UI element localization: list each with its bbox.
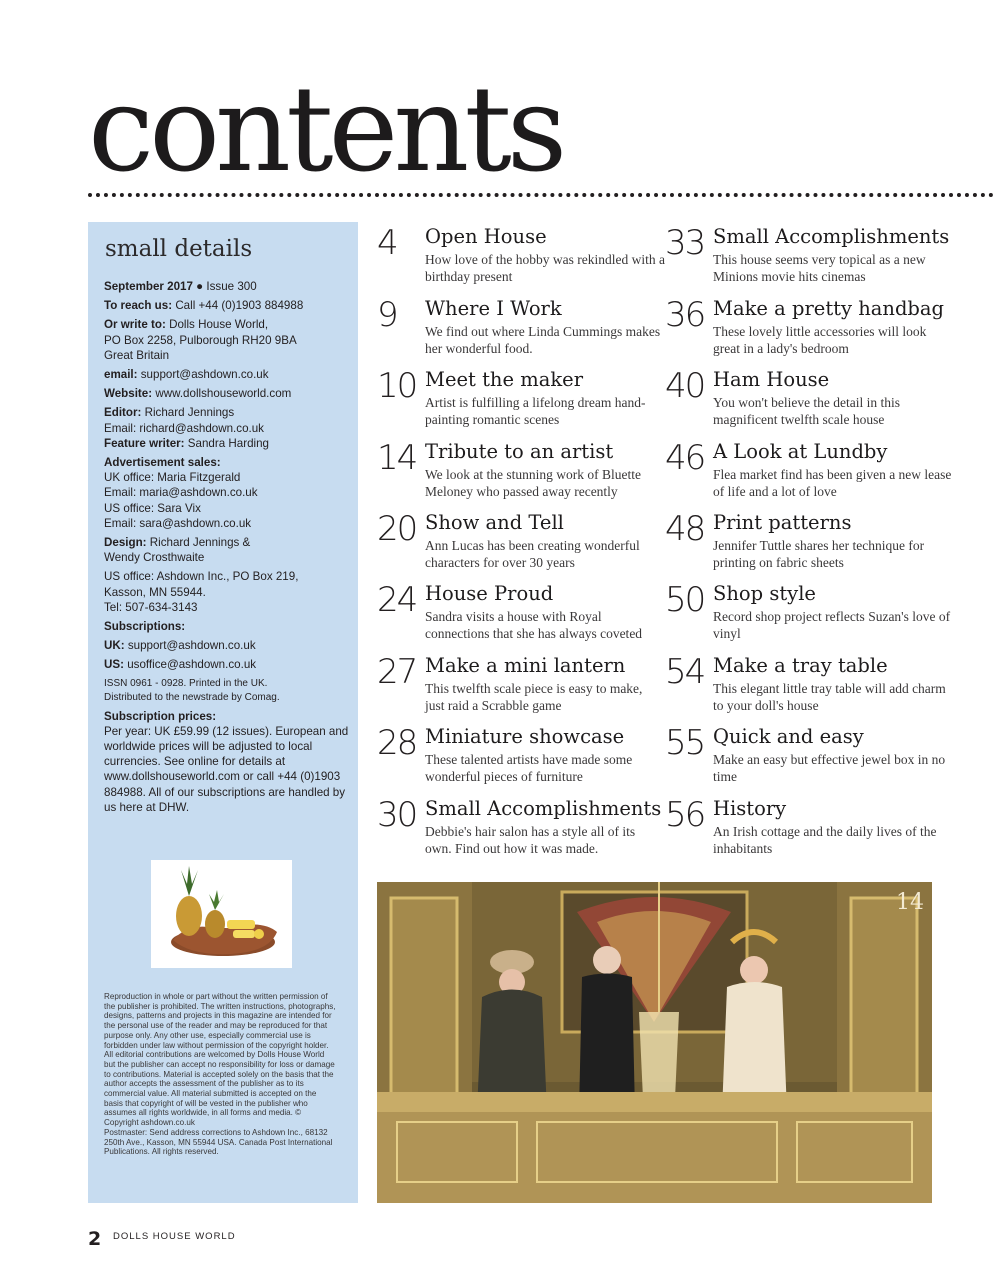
entry-description: Flea market find has been given a new lease of life and a lot of love xyxy=(713,467,952,499)
entry-description: You won't believe the detail in this magnificent twelfth scale house xyxy=(713,395,901,427)
entry-page-number: 40 xyxy=(665,366,705,406)
entry-title: House Proud xyxy=(425,582,554,605)
entry-title: Quick and easy xyxy=(713,725,864,748)
entry-page-number: 30 xyxy=(377,795,417,835)
entry-page-number: 10 xyxy=(377,366,417,406)
entry-page-number: 48 xyxy=(665,509,705,549)
entry-title: Open House xyxy=(425,225,547,248)
email-label: email: xyxy=(104,368,138,382)
entry-page-number: 20 xyxy=(377,509,417,549)
subscriptions-label: Subscriptions: xyxy=(104,620,186,634)
entry-title: Show and Tell xyxy=(425,511,564,534)
entry-description: How love of the hobby was rekindled with a birthday present xyxy=(425,252,665,284)
dolls-theatre-box-photo xyxy=(377,882,932,1203)
subs-us-email[interactable]: usoffice@ashdown.co.uk xyxy=(127,658,257,672)
write-label: Or write to: xyxy=(104,318,166,332)
entry-page-number: 36 xyxy=(665,295,705,335)
entry-title: Make a tray table xyxy=(713,654,888,677)
entry-description: This house seems very topical as a new Minions movie hits cinemas xyxy=(713,252,926,284)
entry-page-number: 50 xyxy=(665,580,705,620)
entry-description: This twelfth scale piece is easy to make, just raid a Scrabble game xyxy=(425,681,643,713)
pineapple-miniature-image xyxy=(151,860,292,968)
ads-uk-email: Email: maria@ashdown.co.uk xyxy=(104,486,258,500)
entry-page-number: 55 xyxy=(665,723,705,763)
feature-writer-name: Sandra Harding xyxy=(187,436,269,450)
issue-number: Issue 300 xyxy=(206,280,257,293)
issue-date: September 2017 xyxy=(104,280,193,293)
page-title: contents xyxy=(88,60,563,198)
entry-description: Make an easy but effective jewel box in no time xyxy=(713,752,946,784)
us-office-line1: US office: Ashdown Inc., PO Box 219, xyxy=(104,570,299,584)
entry-title: History xyxy=(713,797,787,820)
entry-page-number: 4 xyxy=(377,223,397,263)
bullet-icon: ● xyxy=(196,280,207,293)
ads-us-office: US office: Sara Vix xyxy=(104,501,201,515)
design-label: Design: xyxy=(104,536,147,550)
small-details-sidebar xyxy=(88,222,358,1203)
write-line3: Great Britain xyxy=(104,348,170,362)
entry-page-number: 24 xyxy=(377,580,417,620)
design-names-2: Wendy Crosthwaite xyxy=(104,551,205,565)
legal-text: Reproduction in whole or part without the written permission of the publisher is prohibited. The written instructions, photographs, designs, patterns and projects in this magazine are intended for the personal use of the reader and may be reproduced for that purpose only. Any other use, especially commercial use is forbidden under law without permission of the copyright holder. All editorial contributions are welcomed by Dolls House World but the publisher can accept no responsibility for loss or damage to contributions. Material is accepted solely on the basis that the author accepts the assessment of the publisher as to its commercial value. All material submitted is accepted on the basis that copyright of will be vested in the publisher who assumes all rights worldwide, in all forms and media. © Copyright ashdown.co.uk xyxy=(104,992,336,1128)
entry-page-number: 33 xyxy=(665,223,705,263)
ads-us-email: Email: sara@ashdown.co.uk xyxy=(104,516,252,530)
us-office-line3: Tel: 507-634-3143 xyxy=(104,600,198,614)
postmaster-text: Postmaster: Send address corrections to Ashdown Inc., 68132 250th Ave., Kasson, MN 55944 USA. Canada Post International Publications. All rights reserved. xyxy=(104,1127,333,1157)
subs-us-label: US: xyxy=(104,658,124,672)
website-link[interactable]: www.dollshouseworld.com xyxy=(155,387,292,401)
folio-magazine-name: DOLLS HOUSE WORLD xyxy=(113,1231,236,1242)
issn-line1: ISSN 0961 - 0928. Printed in the UK. xyxy=(104,677,268,689)
us-office-line2: Kasson, MN 55944. xyxy=(104,585,206,599)
entry-title: Meet the maker xyxy=(425,368,584,391)
entry-description: An Irish cottage and the daily lives of the inhabitants xyxy=(713,824,937,856)
entry-title: Small Accomplishments xyxy=(425,797,662,820)
subs-uk-label: UK: xyxy=(104,639,125,653)
entry-title: Ham House xyxy=(713,368,830,391)
editor-name: Richard Jennings xyxy=(144,406,235,420)
entry-title: Shop style xyxy=(713,582,816,605)
folio-page-number: 2 xyxy=(88,1228,102,1250)
prices-body: Per year: UK £59.99 (12 issues). European and worldwide prices will be adjusted to local currencies. See online for details at www.dollshouseworld.com or call +44 (0)1903 884988. All of our subscriptions are handled by us here at DHW. xyxy=(104,724,349,814)
entry-page-number: 9 xyxy=(377,295,397,335)
entry-title: Print patterns xyxy=(713,511,852,534)
reach-value: Call +44 (0)1903 884988 xyxy=(175,299,304,313)
ads-label: Advertisement sales: xyxy=(104,456,221,470)
write-line1: Dolls House World, xyxy=(169,318,269,332)
entry-description: We look at the stunning work of Bluette Meloney who passed away recently xyxy=(425,467,641,499)
prices-label: Subscription prices: xyxy=(104,709,217,723)
entry-description: Artist is fulfilling a lifelong dream hand-painting romantic scenes xyxy=(425,395,646,427)
design-names: Richard Jennings & xyxy=(149,536,251,550)
reach-label: To reach us: xyxy=(104,299,173,313)
editor-label: Editor: xyxy=(104,406,142,420)
entry-page-number: 46 xyxy=(665,438,705,478)
entry-description: We find out where Linda Cummings makes her wonderful food. xyxy=(425,324,661,356)
entry-page-number: 56 xyxy=(665,795,705,835)
entry-title: Make a mini lantern xyxy=(425,654,626,677)
entry-description: These talented artists have made some wonderful pieces of furniture xyxy=(425,752,633,784)
photo-page-reference: 14 xyxy=(896,890,924,915)
entry-description: Debbie's hair salon has a style all of its own. Find out how it was made. xyxy=(425,824,636,856)
website-label: Website: xyxy=(104,387,153,401)
email-link[interactable]: support@ashdown.co.uk xyxy=(140,368,269,382)
entry-description: Jennifer Tuttle shares her technique for printing on fabric sheets xyxy=(713,538,925,570)
write-line2: PO Box 2258, Pulborough RH20 9BA xyxy=(104,333,297,347)
entry-title: Where I Work xyxy=(425,297,562,320)
entry-page-number: 27 xyxy=(377,652,417,692)
subs-uk-email[interactable]: support@ashdown.co.uk xyxy=(127,639,256,653)
entry-title: A Look at Lundby xyxy=(713,440,888,463)
sidebar-heading: small details xyxy=(105,236,253,262)
entry-page-number: 54 xyxy=(665,652,705,692)
entry-title: Tribute to an artist xyxy=(425,440,614,463)
dotted-divider xyxy=(88,193,994,197)
entry-title: Make a pretty handbag xyxy=(713,297,945,320)
sidebar-body xyxy=(104,279,352,815)
entry-page-number: 14 xyxy=(377,438,417,478)
entry-title: Miniature showcase xyxy=(425,725,625,748)
editor-email: Email: richard@ashdown.co.uk xyxy=(104,421,264,435)
entry-description: Record shop project reflects Suzan's love of vinyl xyxy=(713,609,951,641)
legal-notice xyxy=(104,992,336,1157)
entry-page-number: 28 xyxy=(377,723,417,763)
entry-description: These lovely little accessories will look great in a lady's bedroom xyxy=(713,324,927,356)
entry-description: Sandra visits a house with Royal connections that she has always coveted xyxy=(425,609,643,641)
ads-uk-office: UK office: Maria Fitzgerald xyxy=(104,471,241,485)
issn-line2: Distributed to the newstrade by Comag. xyxy=(104,691,280,703)
entry-description: This elegant little tray table will add charm to your doll's house xyxy=(713,681,946,713)
entry-description: Ann Lucas has been creating wonderful characters for over 30 years xyxy=(425,538,640,570)
feature-writer-label: Feature writer: xyxy=(104,436,185,450)
entry-title: Small Accomplishments xyxy=(713,225,950,248)
